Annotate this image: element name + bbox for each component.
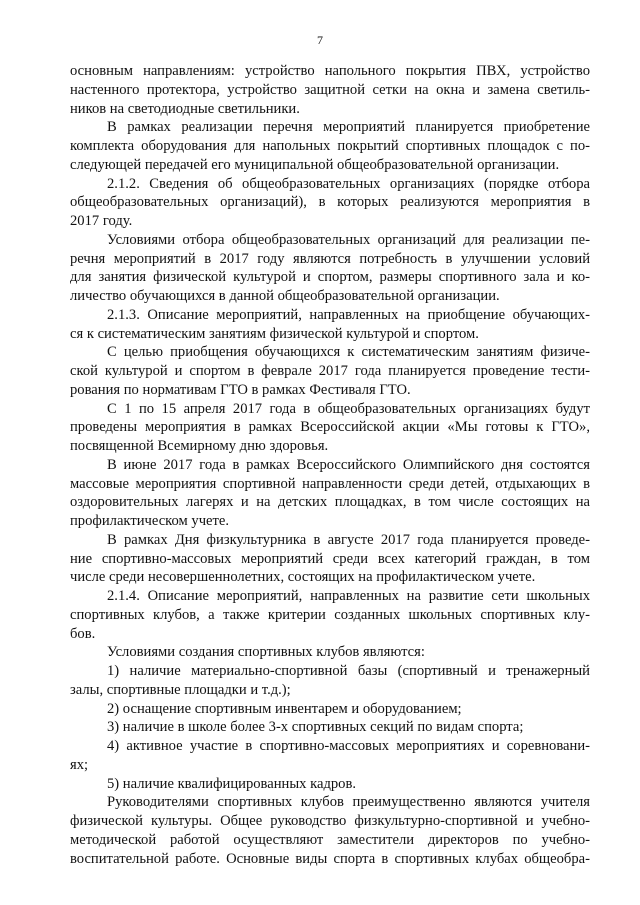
- text-line: для занятия физической культурой и спортом, размеры спортивного зала и ко-: [70, 269, 590, 286]
- text-line: 2.1.2. Сведения об общеобразовательных организациях (порядке отбора: [107, 175, 590, 192]
- text-line: настенного протектора, устройство защитной сетки на окна и замена светиль-: [70, 81, 590, 98]
- text-line: залы, спортивные площадки и т.д.);: [70, 681, 291, 698]
- text-line: личество обучающихся в данной общеобразовательной организации.: [70, 288, 500, 304]
- body-text: [70, 62, 590, 868]
- text-line: 3) наличие в школе более 3-х спортивных секций по видам спорта;: [107, 719, 524, 736]
- text-line: профилактическом учете.: [70, 513, 230, 529]
- text-line: 1) наличие материально-спортивной базы (спортивный и тренажерный: [107, 663, 590, 679]
- text-line: речня мероприятий в 2017 году являются потребность в улучшении условий: [70, 250, 590, 267]
- text-line: спортивных клубов, а также критерии созданных школьных спортивных клу-: [70, 606, 590, 623]
- text-line: массовые мероприятия спортивной направленности среди детей, отдыхающих в: [70, 475, 590, 492]
- text-line: рования по нормативам ГТО в рамках Фестиваля ГТО.: [70, 381, 411, 398]
- text-line: С 1 по 15 апреля 2017 года в общеобразовательных организациях будут: [107, 400, 590, 417]
- text-line: 5) наличие квалифицированных кадров.: [107, 775, 357, 792]
- text-line: В июне 2017 года в рамках Всероссийского Олимпийского дня состоятся: [107, 456, 590, 473]
- text-line: Условиями создания спортивных клубов являются:: [107, 644, 425, 661]
- page-number: 7: [317, 33, 323, 47]
- text-line: 4) активное участие в спортивно-массовых мероприятиях и соревновани-: [107, 738, 590, 754]
- text-line: следующей передачей его муниципальной общеобразовательной организации.: [70, 156, 560, 173]
- text-line: оздоровительных лагерях и на детских площадках, в том числе состоящих на: [70, 494, 590, 511]
- text-line: числе среди несовершеннолетних, состоящих на профилактическом учете.: [70, 569, 536, 586]
- text-line: методической работой осуществляют заместители директоров по учебно-: [70, 831, 590, 848]
- text-line: воспитательной работе. Основные виды спорта в спортивных клубах общеобра-: [70, 850, 590, 867]
- text-line: 2) оснащение спортивным инвентарем и оборудованием;: [107, 700, 462, 717]
- text-line: основным направлениям: устройство напольного покрытия ПВХ, устройство: [70, 63, 590, 79]
- text-line: физической культуры. Общее руководство физкультурно-спортивной и учебно-: [70, 813, 590, 829]
- text-line: проведены мероприятия в рамках Всероссийской акции «Мы готовы к ГТО»,: [70, 419, 590, 436]
- text-line: Условиями отбора общеобразовательных организаций для реализации пе-: [107, 231, 590, 248]
- text-line: В рамках реализации перечня мероприятий планируется приобретение: [107, 119, 590, 136]
- text-line: С целью приобщения обучающихся к систематическим занятиям физиче-: [107, 344, 590, 361]
- text-line: В рамках Дня физкультурника в августе 2017 года планируется проведе-: [107, 531, 590, 548]
- text-line: ях;: [70, 756, 89, 773]
- text-line: посвященной Всемирному дню здоровья.: [70, 438, 329, 454]
- text-line: ской культурой и спортом в феврале 2017 года планируется проведение тести-: [70, 363, 590, 379]
- text-line: 2.1.3. Описание мероприятий, направленных на приобщение обучающих-: [107, 306, 590, 323]
- text-line: ние спортивно-массовых мероприятий среди всех категорий граждан, в том: [70, 550, 590, 567]
- text-line: 2.1.4. Описание мероприятий, направленных на развитие сети школьных: [107, 588, 590, 604]
- text-line: комплекта оборудования для напольных покрытий спортивных площадок с по-: [70, 138, 590, 154]
- text-line: общеобразовательных организаций), в которых реализуются мероприятия в: [70, 194, 590, 211]
- text-line: Руководителями спортивных клубов преимущественно являются учителя: [107, 794, 590, 811]
- text-line: 2017 году.: [70, 213, 133, 229]
- text-line: ся к систематическим занятиям физической культурой и спортом.: [70, 325, 479, 342]
- text-line: бов.: [70, 625, 96, 642]
- text-line: ников на светодиодные светильники.: [70, 100, 300, 117]
